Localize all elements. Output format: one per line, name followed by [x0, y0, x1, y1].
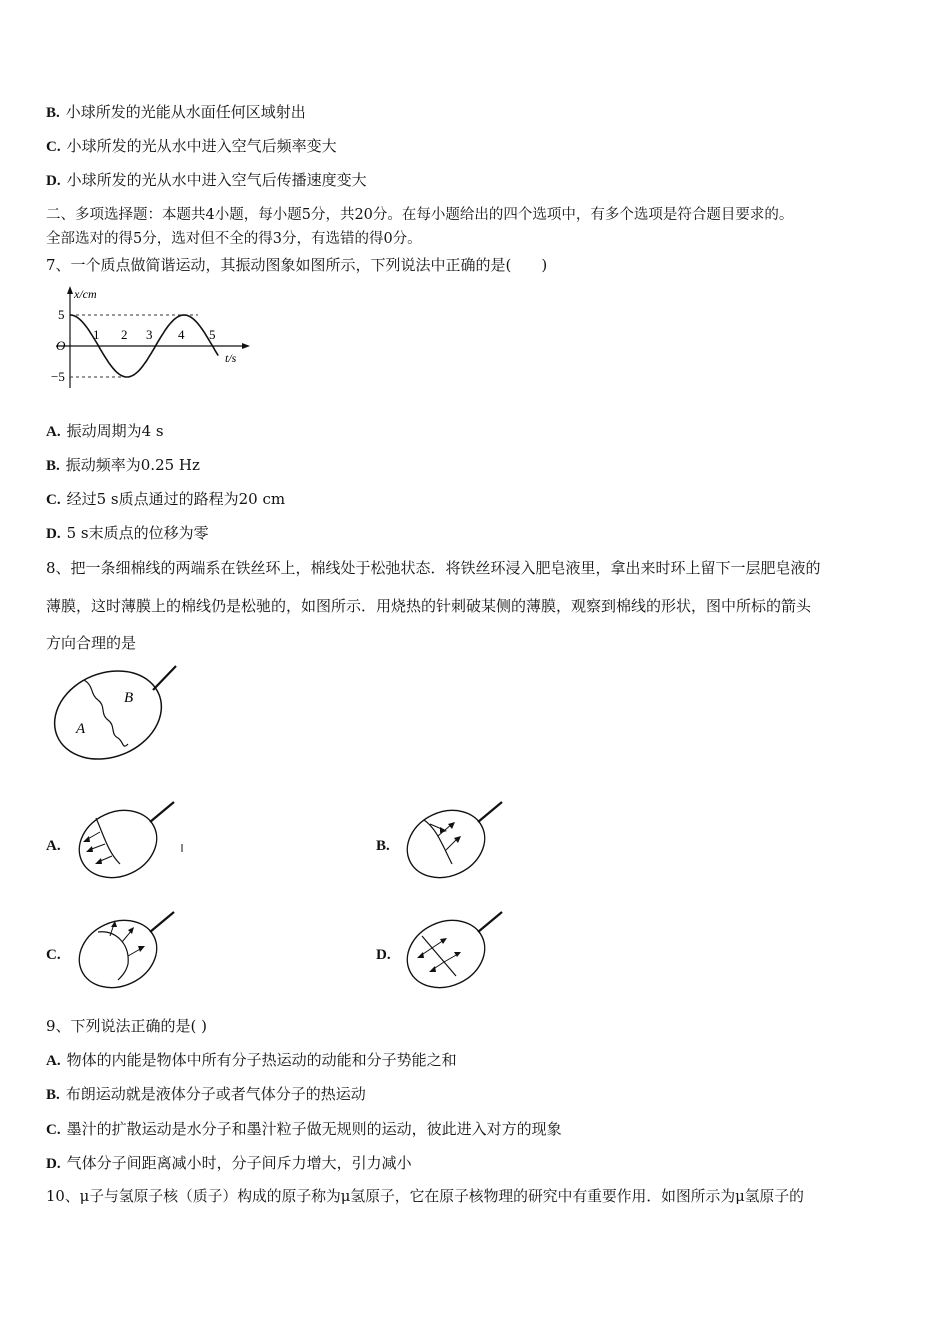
q7-option-c: C. 经过5 s质点通过的路程为20 cm	[46, 490, 286, 508]
q7-option-b: B. 振动频率为0.25 Hz	[46, 456, 200, 474]
q7-y-tick-neg5: −5	[51, 369, 65, 384]
q8-option-d-figure	[402, 910, 514, 992]
q9-option-b: B. 布朗运动就是液体分子或者气体分子的热运动	[46, 1085, 366, 1103]
q7-y-axis-label: x/cm	[74, 287, 97, 301]
q7-x-axis-arrow	[242, 343, 250, 349]
q6-option-d: D. 小球所发的光从水中进入空气后传播速度变大	[46, 171, 367, 189]
q7-option-a: A. 振动周期为4 s	[46, 422, 164, 440]
section2-heading-line1: 二、多项选择题：本题共4小题，每小题5分，共20分。在每小题给出的四个选项中，有多个选项是符合题目要求的。	[46, 207, 794, 223]
q8-wire-loop	[48, 660, 175, 765]
q8-region-b-label: B	[124, 690, 134, 706]
q7-y-axis-arrow	[67, 286, 73, 294]
q10-stem: 10、μ子与氢原子核（质子）构成的原子称为μ氢原子，它在原子核物理的研究中有重要作用．如图所示为μ氢原子的	[46, 1188, 804, 1205]
q7-x-tick-2: 2	[121, 327, 128, 342]
q8-option-a-figure	[74, 800, 186, 882]
q9-stem: 9、下列说法正确的是( )	[46, 1017, 208, 1035]
q8-stem-line2: 薄膜，这时薄膜上的棉线仍是松驰的，如图所示．用烧热的针刺破某侧的薄膜，观察到棉线的形状，图中所标的箭头	[46, 597, 812, 615]
q7-origin-label: O	[56, 338, 66, 353]
q7-stem: 7、一个质点做简谐运动，其振动图象如图所示，下列说法中正确的是( )	[46, 256, 548, 274]
q7-option-d: D. 5 s末质点的位移为零	[46, 524, 209, 542]
q7-x-tick-1: 1	[93, 327, 100, 342]
q8-wire-loop-figure	[48, 660, 183, 765]
q7-x-axis-label: t/s	[225, 351, 237, 365]
q6-option-c: C. 小球所发的光从水中进入空气后频率变大	[46, 137, 337, 155]
q8-stem-line1: 8、把一条细棉线的两端系在铁丝环上，棉线处于松弛状态．将铁丝环浸入肥皂液里，拿出来时环上留下一层肥皂液的	[46, 559, 821, 577]
q8-stem-line3: 方向合理的是	[46, 634, 137, 652]
section2-heading-line2: 全部选对的得5分，选对但不全的得3分，有选错的得0分。	[46, 231, 422, 247]
q7-x-tick-5: 5	[209, 327, 216, 342]
q8-slack-thread	[84, 680, 128, 746]
q8-option-a-label: A.	[46, 838, 61, 854]
q7-y-tick-5: 5	[58, 307, 65, 322]
q7-x-tick-4: 4	[178, 327, 185, 342]
q8-option-b-label: B.	[376, 838, 390, 854]
q8-loop-handle	[153, 666, 176, 690]
q7-x-tick-3: 3	[146, 327, 153, 342]
q8-region-a-label: A	[76, 721, 86, 737]
q7-oscillation-graph	[48, 284, 253, 392]
q9-option-d: D. 气体分子间距离减小时，分子间斥力增大，引力减小	[46, 1154, 412, 1172]
q8-option-d-label: D.	[376, 947, 391, 963]
q8-option-c-label: C.	[46, 947, 61, 963]
q9-option-a: A. 物体的内能是物体中所有分子热运动的动能和分子势能之和	[46, 1051, 457, 1069]
q8-option-c-figure	[74, 910, 186, 992]
q9-option-c: C. 墨汁的扩散运动是水分子和墨汁粒子做无规则的运动，彼此进入对方的现象	[46, 1120, 562, 1138]
q8-option-b-figure	[402, 800, 514, 882]
q6-option-b: B. 小球所发的光能从水面任何区域射出	[46, 103, 306, 121]
